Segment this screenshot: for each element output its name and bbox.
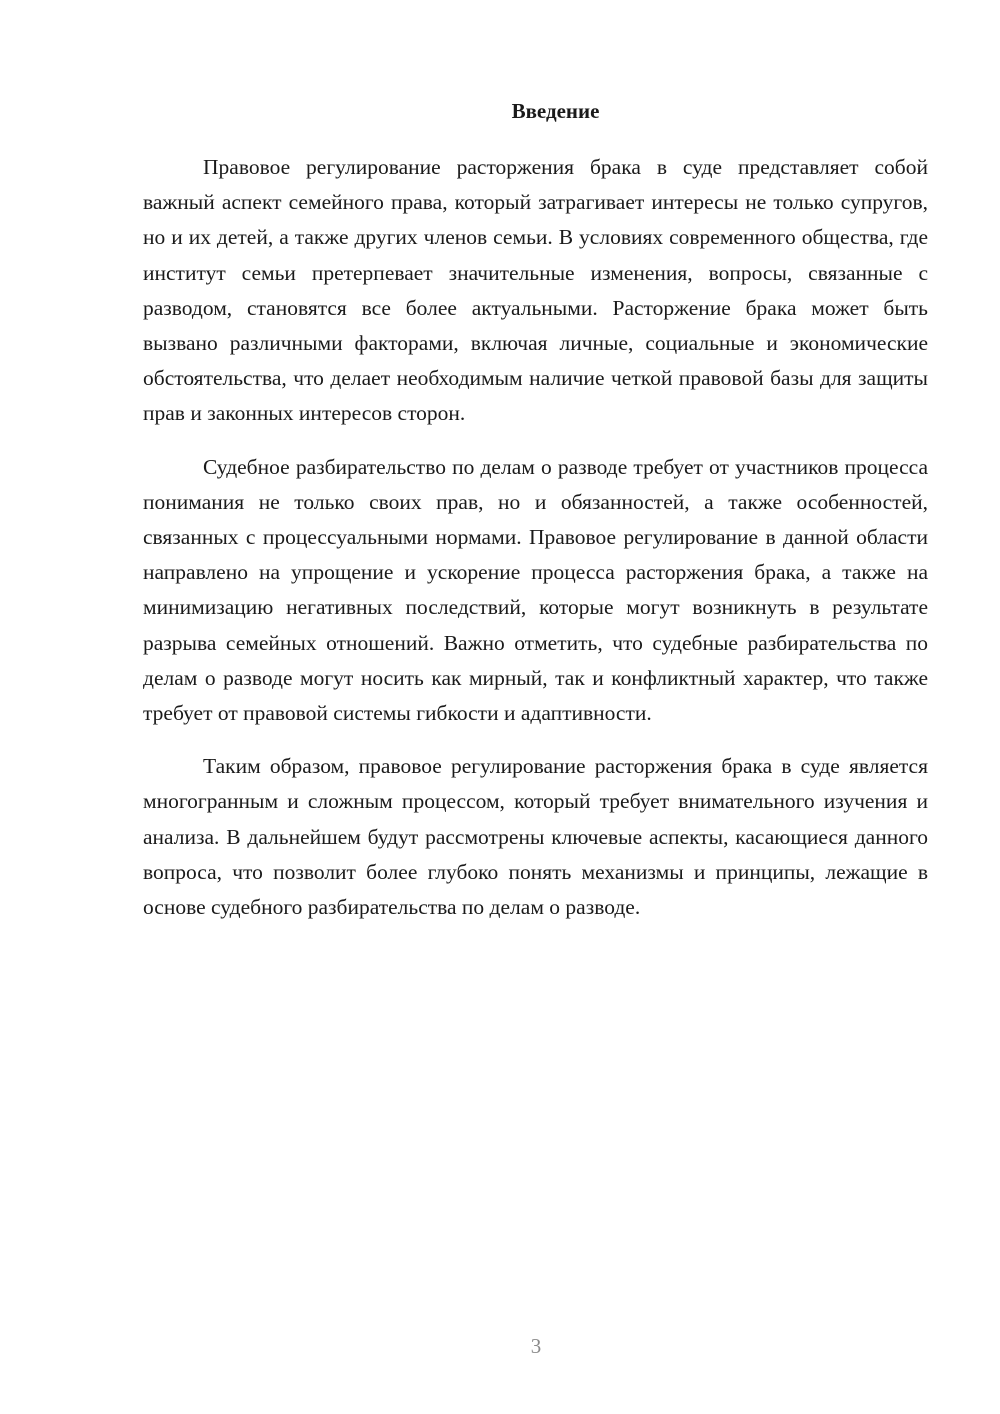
page-number: 3 <box>530 1334 542 1358</box>
paragraph-2: Судебное разбирательство по делам о разводе требует от участников процесса понимания не только своих прав, но и обязанностей, а также особенностей, связанных с процессуальными нормами. Правовое регулирование в данной области направлено на упрощение и ускорение процесса расторжения брака, а также на минимизацию негативных последствий, которые могут возникнуть в результате разрыва семейных отношений. Важно отметить, что судебные разбирательства по делам о разводе могут носить как мирный, так и конфликтный характер, что также требует от правовой системы гибкости и адаптивности. <box>143 454 928 726</box>
page-content <box>143 96 928 943</box>
paragraph-3: Таким образом, правовое регулирование расторжения брака в суде является многогранным и сложным процессом, который требует внимательного изучения и анализа. В дальнейшем будут рассмотрены ключевые аспекты, касающиеся данного вопроса, что позволит более глубоко понять механизмы и принципы, лежащие в основе судебного разбирательства по делам о разводе. <box>143 754 928 920</box>
page-title: Введение <box>511 99 600 123</box>
paragraph-1: Правовое регулирование расторжения брака в суде представляет собой важный аспект семейного права, который затрагивает интересы не только супругов, но и их детей, а также других членов семьи. В условиях современного общества, где институт семьи претерпевает значительные изменения, вопросы, связанные с разводом, становятся все более актуальными. Расторжение брака может быть вызвано различными факторами, включая личные, социальные и экономические обстоятельства, что делает необходимым наличие четкой правовой базы для защиты прав и законных интересов сторон. <box>143 155 928 426</box>
